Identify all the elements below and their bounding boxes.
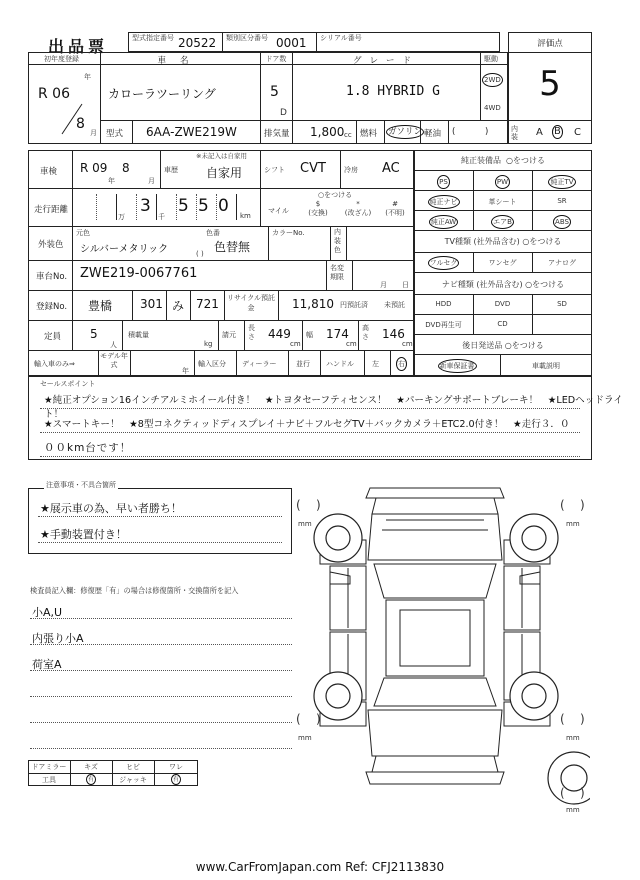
equip-leather: 革シート xyxy=(488,198,517,206)
legend-h3: ヒビ xyxy=(126,763,140,771)
equip-tv: 純正TV xyxy=(532,175,592,189)
mileage-digit-4: 3 xyxy=(140,196,151,216)
sales-line-2: ★スマートキー！ ★8型コネクティッドディスプレイ＋ナビ＋フルセグTV＋バックカメラ＋ETC2.0付き！ ★走行３．０ xyxy=(44,419,570,430)
name-change-label: 名変期限 xyxy=(330,264,344,281)
color-number-label: 色番 xyxy=(206,229,220,237)
wid-label: 幅 xyxy=(306,331,313,339)
doors-label: ドア数 xyxy=(265,55,287,63)
class-value: 0001 xyxy=(276,36,307,50)
tire-spare-bracket: ( ) xyxy=(560,786,585,800)
fuel-paren: ( ) xyxy=(452,127,489,137)
color-orig-value: シルバーメタリック xyxy=(80,244,169,255)
disp-unit: cc xyxy=(344,131,352,139)
name-change-month: 月 xyxy=(380,281,387,289)
grade-value: 1.8 HYBRID G xyxy=(346,84,440,99)
equip-navi: 純正ナビ xyxy=(414,195,473,209)
model-cert-value: 20522 xyxy=(178,36,217,50)
inspection-month-unit: 月 xyxy=(148,177,155,185)
tire-fl-bracket: ( ) xyxy=(296,498,321,512)
equip-title: 純正装備品 ○をつける xyxy=(460,156,546,165)
recycle-value: 11,810 xyxy=(292,297,334,311)
tire-rl-mm: mm xyxy=(298,734,312,742)
equip-sr: SR xyxy=(557,197,567,205)
mileage-km: km xyxy=(240,212,251,220)
inspection-year-unit: 年 xyxy=(108,177,115,185)
shift-label: シフト xyxy=(264,166,285,174)
legend-h1: ドアミラー xyxy=(31,763,67,771)
mileage-digit-8: 0 xyxy=(218,196,229,216)
tv-title: TV種類 (社外品含む) ○をつける xyxy=(444,237,562,246)
equip-aw: 純正AW xyxy=(414,215,473,229)
color-paren: ( ) xyxy=(196,250,204,258)
mileage-man: 万 xyxy=(118,213,125,221)
model-year-unit: 年 xyxy=(182,367,189,375)
interior-color-label: 内装色 xyxy=(334,228,341,254)
tire-rr-mm: mm xyxy=(566,734,580,742)
sales-line-1: ★純正オプション16インチアルミホイール付き！ ★トヨタセーフティセンス！ ★パーキングサポートブレーキ！ ★LEDヘッドライト！ xyxy=(44,395,623,420)
recycle-unpaid: 未預託 xyxy=(384,301,405,309)
handle-left: 左 xyxy=(372,360,379,368)
chassis-value: ZWE219-0067761 xyxy=(80,266,198,281)
ac-label: 冷房 xyxy=(344,166,358,174)
tv-analog: アナログ xyxy=(548,259,576,267)
drive-2wd: 2WD xyxy=(482,73,503,87)
equip-ps: PS xyxy=(414,175,473,189)
tire-fr-bracket: ( ) xyxy=(560,498,585,512)
fuel-label: 燃料 xyxy=(360,129,378,139)
interior-c: C xyxy=(574,127,581,138)
first-reg-year-unit: 年 xyxy=(84,73,91,81)
history-value: 自家用 xyxy=(206,166,243,180)
car-name-value: カローラツーリング xyxy=(108,87,216,101)
mileage-dollar: $ (交換) xyxy=(308,200,328,217)
hgt-unit: cm xyxy=(402,340,413,348)
fuel-value: ガソリン xyxy=(388,127,423,137)
history-note: ※未記入は自家用 xyxy=(196,152,247,160)
registration-class: 301 xyxy=(140,297,163,311)
capacity-value: 5 xyxy=(90,327,98,341)
navi-title: ナビ種類 (社外品含む) ○をつける xyxy=(441,280,565,289)
ac-value: AC xyxy=(382,161,400,176)
mileage-digit-7: 5 xyxy=(198,196,209,216)
navi-sd: SD xyxy=(557,300,567,308)
mileage-mile: マイル xyxy=(268,207,289,215)
equip-airbag: エアB xyxy=(473,215,532,229)
name-change-day: 日 xyxy=(402,281,409,289)
inspection-era: R 09 xyxy=(80,161,108,175)
inspector-line-2: 内張り小A xyxy=(32,632,84,645)
type-label: 型式 xyxy=(106,129,124,139)
mileage-star: * (改ざん) xyxy=(344,200,372,217)
notes-box xyxy=(28,488,292,554)
hgt-value: 146 xyxy=(382,327,405,341)
legend-r1: 工具 xyxy=(42,776,56,784)
registration-place: 豊橋 xyxy=(88,299,113,313)
sheet-title: 出品票 xyxy=(48,37,109,56)
doors-value: 5 xyxy=(270,84,279,100)
mileage-hash: # (不明) xyxy=(385,200,405,217)
door-type: D xyxy=(280,108,287,118)
model-cert-label: 型式指定番号 xyxy=(132,34,174,42)
tire-rl-bracket: ( ) xyxy=(296,712,321,726)
legend-r4: 有 xyxy=(172,776,179,783)
car-name-label: 車名 xyxy=(157,56,203,66)
legend-h4: ワレ xyxy=(169,763,183,771)
legend-h2: キズ xyxy=(84,763,98,771)
len-unit: cm xyxy=(290,340,301,348)
color-label: 外装色 xyxy=(38,240,64,250)
first-reg-month: 8 xyxy=(76,116,85,132)
first-reg-label: 初年度登録 xyxy=(44,55,79,63)
class-label: 類別区分番号 xyxy=(226,34,268,42)
car-damage-diagram xyxy=(290,480,590,820)
tire-fr-mm: mm xyxy=(566,520,580,528)
navi-dvd-play: DVD再生可 xyxy=(425,321,462,329)
later-manual: 車載説明 xyxy=(532,362,560,370)
navi-hdd: HDD xyxy=(435,300,452,308)
interior-a: A xyxy=(536,127,543,138)
inspector-line-3: 荷室A xyxy=(32,658,62,671)
tire-spare-mm: mm xyxy=(566,806,580,814)
sales-line-3: ００km台です！ xyxy=(44,442,132,454)
notes-line-2: ★手動装置付き！ xyxy=(40,528,127,541)
import-category-label: 輸入区分 xyxy=(198,360,226,368)
mileage-label: 走行距離 xyxy=(34,205,69,215)
mileage-circle-note: ○をつける xyxy=(318,191,353,199)
later-warranty: 新車保証書 xyxy=(414,359,500,373)
req-label: 請元 xyxy=(222,331,236,339)
serial-label: シリアル番号 xyxy=(320,34,362,42)
type-value: 6AA-ZWE219W xyxy=(146,125,237,139)
capacity-person: 人 xyxy=(110,341,117,349)
interior-b: B xyxy=(554,126,561,137)
wid-value: 174 xyxy=(326,327,349,341)
navi-dvd: DVD xyxy=(494,300,511,308)
wid-unit: cm xyxy=(346,340,357,348)
len-value: 449 xyxy=(268,327,291,341)
sales-label: セールスポイント xyxy=(40,380,96,388)
inspector-line-1: 小A,U xyxy=(32,606,63,619)
grade-label: グレード xyxy=(352,56,419,66)
model-year-label: モデル年式 xyxy=(100,352,128,369)
legend-r3: ジャッキ xyxy=(119,776,147,784)
interior-label: 内装 xyxy=(511,125,518,141)
inspection-month: 8 xyxy=(122,161,130,175)
tire-rr-bracket: ( ) xyxy=(560,712,585,726)
equip-pw: PW xyxy=(473,175,532,189)
notes-line-1: ★展示車の為、早い者勝ち！ xyxy=(40,502,182,515)
inspector-label: 検査員記入欄：修復歴「有」の場合は修復箇所・交換箇所を記入 xyxy=(30,586,239,595)
handle-right: 右 xyxy=(396,357,407,371)
import-label: 輸入車のみ⇒ xyxy=(34,360,75,368)
registration-number: 721 xyxy=(196,297,219,311)
registration-kana: み xyxy=(172,299,185,313)
footer-watermark: www.CarFromJapan.com Ref: CFJ2113830 xyxy=(195,860,445,874)
hgt-label: 高さ xyxy=(362,324,369,341)
color-number-value: 色替無 xyxy=(214,240,251,254)
later-title: 後日発送品 ○をつける xyxy=(462,341,544,350)
import-dealer: ディーラー xyxy=(242,360,277,368)
disp-label: 排気量 xyxy=(264,129,290,139)
score-value: 5 xyxy=(539,64,561,104)
tire-fl-mm: mm xyxy=(298,520,312,528)
drive-4wd: 4WD xyxy=(484,104,501,112)
load-kg: kg xyxy=(204,340,213,348)
load-label: 積載量 xyxy=(128,331,149,339)
len-label: 長さ xyxy=(248,324,255,341)
mileage-sen: 千 xyxy=(158,213,165,221)
legend-r2: 有 xyxy=(87,776,94,783)
capacity-label: 定員 xyxy=(44,332,62,342)
color-no-label: カラーNo. xyxy=(272,229,305,237)
tv-fullseg: フルセグ xyxy=(414,256,473,270)
handle-label: ハンドル xyxy=(326,360,354,368)
first-reg-era: R 06 xyxy=(38,86,70,102)
equip-abs: ABS xyxy=(532,215,592,229)
registration-label: 登録No. xyxy=(36,302,68,312)
drive-label: 駆動 xyxy=(484,55,498,63)
navi-cd: CD xyxy=(497,320,508,328)
light-oil-label: 軽油 xyxy=(424,129,442,139)
score-label: 評価点 xyxy=(537,39,563,49)
tv-oneseg: ワンセグ xyxy=(488,259,517,267)
chassis-label: 車台No. xyxy=(36,272,68,282)
recycle-label: リサイクル預託金 xyxy=(226,294,276,312)
import-parallel: 並行 xyxy=(296,360,310,368)
color-orig-label: 元色 xyxy=(76,229,90,237)
notes-label: 注意事項・不具合箇所 xyxy=(46,481,116,489)
shift-value: CVT xyxy=(300,161,326,176)
first-reg-month-unit: 月 xyxy=(90,129,97,137)
recycle-note: 円預託済 xyxy=(340,301,368,309)
history-label: 車歴 xyxy=(164,166,178,174)
mileage-digit-6: 5 xyxy=(178,196,189,216)
inspection-label: 車検 xyxy=(40,167,58,177)
disp-value: 1,800 xyxy=(310,125,345,139)
